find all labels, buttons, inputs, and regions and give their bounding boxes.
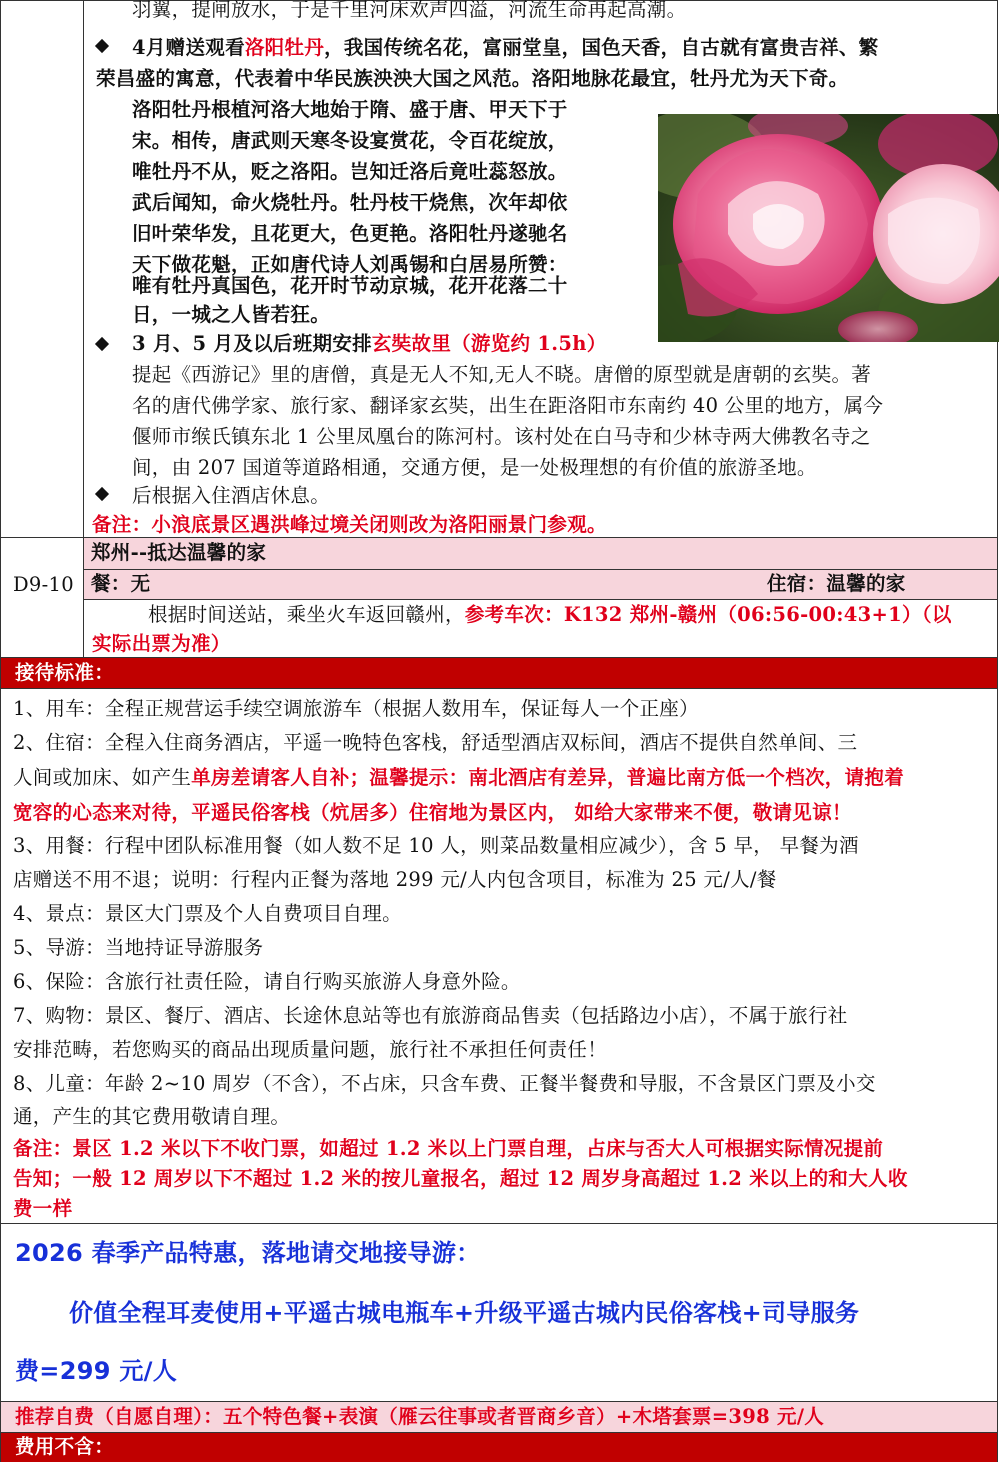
standard-line: 安排范畴，若您购买的商品出现质量问题，旅行社不承担任何责任！ — [13, 1038, 608, 1061]
peony-text-line: 日，一城之人皆若狂。 — [132, 303, 331, 326]
day9-desc-black: 根据时间送站，乘坐火车返回赣州， — [148, 603, 465, 626]
standard-line: 8、儿童：年龄 2~10 周岁（不含），不占床，只含车费、正餐半餐费和导服，不含景区门票及小交 — [13, 1072, 876, 1095]
standard-line — [13, 762, 904, 793]
divider — [1, 1223, 997, 1224]
peony-text-line: 天下做花魁，正如唐代诗人刘禹锡和白居易所赞： — [132, 253, 568, 276]
xuanzang-text-line: 偃师市缑氏镇东北 1 公里凤凰台的陈河村。该村处在白马寺和少林寺两大佛教名寺之 — [132, 425, 871, 448]
peony-text-line: 旧叶荣华发，且花更大，色更艳。洛阳牡丹遂驰名 — [132, 222, 568, 245]
peony-name: 洛阳牡丹 — [244, 36, 325, 59]
top-note: 备注：小浪底景区遇洪峰过境关闭则改为洛阳丽景门参观。 — [92, 513, 607, 536]
xuanzang-text-line: 间，由 207 国道等道路相通，交通方便，是一处极理想的有价值的旅游圣地。 — [132, 456, 817, 479]
peony-line-1 — [132, 32, 878, 63]
divider — [1, 688, 997, 689]
standard-line: 店赠送不用不退；说明：行程内正餐为落地 299 元/人内包含项目，标准为 25 元/人/餐 — [13, 868, 777, 891]
peony-text-line: 武后闻知，命火烧牡丹。牡丹枝干烧焦，次年却依 — [132, 191, 568, 214]
standard-note-line: 费一样 — [13, 1197, 73, 1220]
standard-line-black: 人间或加床、如产生 — [13, 766, 192, 789]
diamond-bullet-icon — [96, 338, 110, 352]
optional-items: 推荐自费（自愿自理）：五个特色餐+表演（雁云往事或者晋商乡音）+木塔套票=398 元/人 — [15, 1405, 825, 1428]
peony-line-2: 荣昌盛的寓意，代表着中华民族泱泱大国之风范。洛阳地脉花最宜，牡丹尤为天下奇。 — [96, 67, 849, 90]
peony-text-line: 唯有牡丹真国色，花开时节动京城，花开花落二十 — [132, 274, 568, 297]
excluded-header-band — [1, 1433, 997, 1462]
day9-desc-line-1 — [148, 599, 952, 630]
peony-lead: 4月赠送观看 — [132, 36, 245, 59]
standard-line: 通，产生的其它费用敬请自理。 — [13, 1105, 291, 1128]
diamond-bullet-icon — [96, 488, 110, 502]
peony-rest: ，我国传统名花，富丽堂皇，国色天香，自古就有富贵吉祥、繁 — [324, 36, 879, 59]
standard-line: 6、保险：含旅行社责任险，请自行购买旅游人身意外险。 — [13, 970, 521, 993]
standards-header: 接待标准： — [15, 661, 115, 684]
xuanzang-line-1 — [132, 328, 607, 359]
promo-detail-line-1: 价值全程耳麦使用+平遥古城电瓶车+升级平遥古城内民俗客栈+司导服务 — [69, 1299, 860, 1327]
standard-line: 宽容的心态来对待，平遥民俗客栈（炕居多）住宿地为景区内， 如给大家带来不便，敬请见谅！ — [13, 801, 852, 824]
day9-title: 郑州--抵达温馨的家 — [91, 541, 267, 564]
day9-meal: 餐：无 — [91, 572, 151, 595]
standard-line: 3、用餐：行程中团队标准用餐（如人数不足 10 人，则菜品数量相应减少），含 5 早， 早餐为酒 — [13, 834, 859, 857]
promo-detail-line-2: 费=299 元/人 — [15, 1357, 178, 1385]
peony-flower-photo — [658, 114, 999, 342]
day9-train: 参考车次：K132 郑州-赣州（06:56-00:43+1）（以 — [464, 603, 952, 626]
peony-text-line: 洛阳牡丹根植河洛大地始于隋、盛于唐、甲天下于 — [132, 98, 568, 121]
peony-text-line: 宋。相传，唐武则天寒冬设宴赏花，令百花绽放， — [132, 129, 568, 152]
xuanzang-lead: 3 月、5 月及以后班期安排 — [132, 332, 372, 355]
standard-line: 1、用车：全程正规营运手续空调旅游车（根据人数用车，保证每人一个正座） — [13, 697, 699, 720]
day9-desc-line-2: 实际出票为准） — [92, 632, 231, 655]
day9-stay: 住宿：温馨的家 — [767, 572, 906, 595]
peony-text-line: 唯牡丹不从，贬之洛阳。岂知迁洛后竟吐蕊怒放。 — [132, 160, 568, 183]
xuanzang-text-line: 名的唐代佛学家、旅行家、翻译家玄奘，出生在距洛阳市东南约 40 公里的地方，属今 — [132, 394, 884, 417]
day-label: D9-10 — [13, 573, 74, 596]
rest-item: 后根据入住酒店休息。 — [132, 484, 331, 507]
xuanzang-highlight: 玄奘故里（游览约 1.5h） — [371, 332, 607, 355]
diamond-bullet-icon — [96, 40, 110, 54]
excluded-header: 费用不含： — [15, 1435, 115, 1458]
standard-line-red: 单房差请客人自补；温馨提示：南北酒店有差异，普遍比南方低一个档次，请抱着 — [191, 766, 905, 789]
promo-title: 2026 春季产品特惠，落地请交地接导游： — [15, 1239, 481, 1267]
intro-line: 羽翼，提闸放水，于是千里河床欢声四溢，河流生命再起高潮。 — [132, 0, 687, 21]
standard-note-line: 告知；一般 12 周岁以下不超过 1.2 米的按儿童报名，超过 12 周岁身高超过 1.2 米以上的和大人收 — [13, 1167, 908, 1190]
xuanzang-text-line: 提起《西游记》里的唐僧，真是无人不知,无人不晓。唐僧的原型就是唐朝的玄奘。著 — [132, 363, 872, 386]
standard-line: 2、住宿：全程入住商务酒店，平遥一晚特色客栈，舒适型酒店双标间，酒店不提供自然单间、三 — [13, 731, 858, 754]
standard-line: 4、景点：景区大门票及个人自费项目自理。 — [13, 902, 402, 925]
standard-line: 7、购物：景区、餐厅、酒店、长途休息站等也有旅游商品售卖（包括路边小店），不属于旅行社 — [13, 1004, 848, 1027]
standard-line: 5、导游：当地持证导游服务 — [13, 936, 264, 959]
standard-note-line: 备注：景区 1.2 米以下不收门票，如超过 1.2 米以上门票自理，占床与否大人可根据实际情况提前 — [13, 1137, 884, 1160]
standards-header-band — [1, 658, 997, 688]
